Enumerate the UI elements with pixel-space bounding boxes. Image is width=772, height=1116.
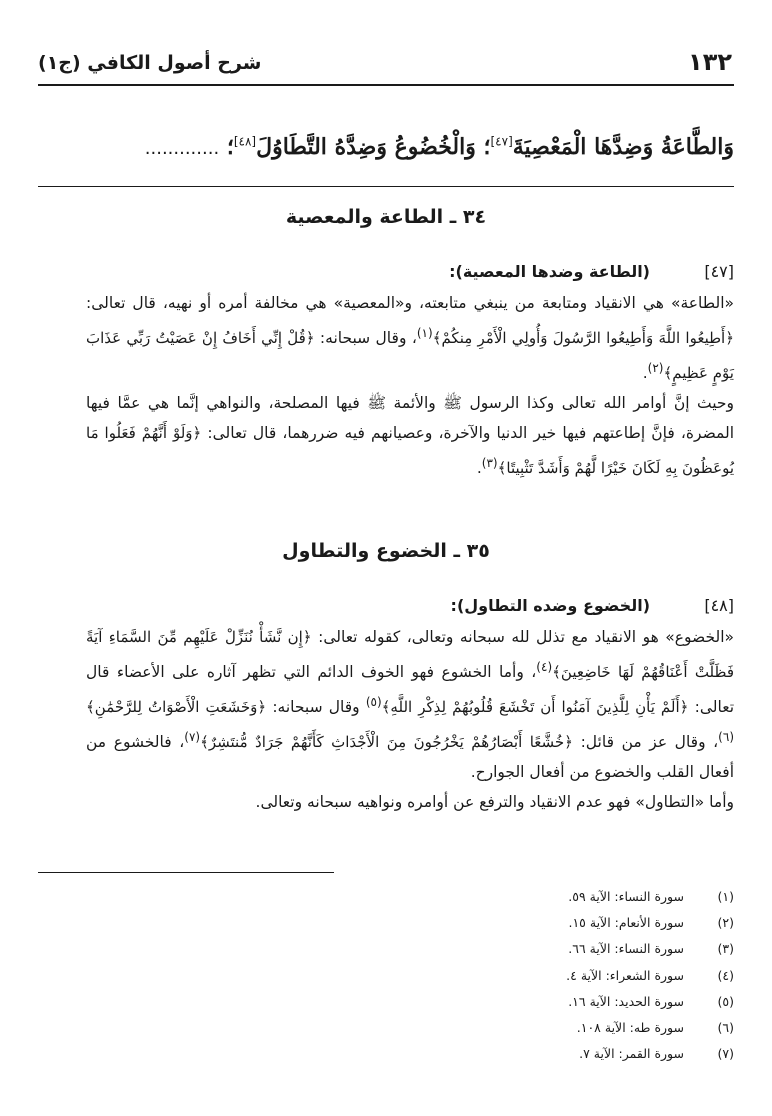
footnote-number: (٢) [717, 915, 734, 931]
footnote [38, 989, 734, 1015]
footnote-number: (٦) [717, 1019, 734, 1035]
entry-heading [38, 262, 734, 281]
page-number: ١٣٢ [688, 48, 732, 76]
footnote [38, 1041, 734, 1067]
footnote-marker: (٥) [365, 695, 382, 710]
paragraph [86, 388, 734, 483]
section-divider [38, 186, 734, 187]
footnote [38, 963, 734, 989]
text-fragment: ، وقال سبحانه: [314, 329, 417, 348]
main-text-line [38, 134, 734, 160]
text-fragment: ، وقال عز من قائل: [572, 733, 719, 752]
text-fragment: وأما «التطاول» فهو عدم الانقياد والترفع عن أوامره ونواهيه سبحانه وتعالى. [255, 793, 734, 812]
footnote [38, 936, 734, 962]
entry-title: (الطاعة وضدها المعصية): [449, 262, 650, 281]
text-fragment: . [476, 459, 482, 478]
entry-number: [٤٨] [704, 596, 734, 615]
footnote-marker: (٢) [647, 361, 664, 376]
footnote-text: سورة الشعراء: الآية ٤. [566, 967, 684, 983]
footnote-text: سورة النساء: الآية ٥٩. [568, 889, 684, 904]
footnote-text: سورة القمر: الآية ٧. [579, 1046, 684, 1062]
paragraph [86, 288, 734, 388]
paragraph [86, 787, 734, 817]
page-header [38, 48, 734, 82]
text-fragment: ، وأما الخشوع فهو الخوف الدائم التي تظهر آثاره على الأعضاء قال تعالى: [86, 663, 735, 717]
footnote-number: (٥) [717, 993, 734, 1009]
footnote-number: (٧) [717, 1046, 734, 1062]
dotted-leader: ............. [144, 138, 220, 159]
footnote-marker: (٤) [536, 660, 553, 674]
section-title: ٣٤ ـ الطاعة والمعصية [285, 206, 487, 228]
running-title: شرح أصول الكافي (ج١) [38, 52, 262, 74]
quran-verse: ﴿أَلَمْ يَأْنِ لِلَّذِينَ آمَنُوا أَن تَخْشَعَ قُلُوبُهُمْ لِذِكْرِ اللَّهِ﴾ [381, 698, 689, 717]
text-fragment: . [642, 364, 648, 383]
quran-verse: ﴿وَخَشَعَتِ الْأَصْوَاتُ لِلرَّحْمَٰنِ﴾ [86, 698, 267, 717]
text-fragment: وقال سبحانه: [266, 698, 366, 717]
quran-verse: ﴿قُلْ إِنِّي أَخَافُ إِنْ عَصَيْتُ رَبِّي عَذَابَ يَوْمٍ عَظِيمٍ﴾ [86, 329, 734, 383]
paragraph [86, 622, 734, 787]
footnote-text: سورة النساء: الآية ٦٦. [568, 941, 684, 957]
footnote-text: سورة الأنعام: الآية ١٥. [568, 915, 684, 931]
commentary-block [86, 288, 734, 483]
header-rule [38, 84, 734, 86]
footnote [38, 884, 734, 910]
entry-number: [٤٧] [704, 262, 734, 281]
quran-verse: ﴿وَلَوْ أَنَّهُمْ فَعَلُوا مَا يُوعَظُونَ بِهِ لَكَانَ خَيْرًا لَّهُمْ وَأَشَدَّ تَثْبِيتًا﴾ [86, 424, 734, 478]
entry-heading [38, 596, 734, 615]
quran-verse: ﴿إِن نَّشَأْ نُنَزِّلْ عَلَيْهِم مِّنَ السَّمَاءِ آيَةً فَظَلَّتْ أَعْنَاقُهُمْ لَهَا خَاضِعِينَ﴾ [86, 628, 734, 682]
footnote-marker: (٣) [481, 456, 498, 471]
text-fragment: ؛ [226, 134, 234, 160]
text-fragment: «الخضوع» هو الانقياد مع تذلل لله سبحانه وتعالى، كقوله تعالى: [311, 628, 734, 646]
footnote [38, 910, 734, 936]
commentary-block [86, 622, 734, 817]
text-fragment: وحيث إنَّ أوامر الله تعالى وكذا الرسول ﷺ والأئمة ﷺ فيها المصلحة، والنواهي إنَّما هي عمَّا فيها المضرة، فإنَّ إطاعتهم فيها خير الدنيا والآخرة، وعصيانهم فيه ضررهما، قال تعالى: [86, 394, 734, 443]
section-title: ٣٥ ـ الخضوع والتطاول [282, 540, 490, 562]
text-fragment: وَالطَّاعَةُ وَضِدَّهَا الْمَعْصِيَةَ [512, 134, 734, 160]
entry-title: (الخضوع وضده التطاول): [450, 596, 650, 615]
footnote-marker: (٧) [184, 730, 201, 745]
entry-reference: [٤٧] [490, 134, 513, 149]
footnotes [38, 884, 734, 1067]
quran-verse: ﴿خُشَّعًا أَبْصَارُهُمْ يَخْرُجُونَ مِنَ الْأَجْدَاثِ كَأَنَّهُمْ جَرَادٌ مُّنتَشِرٌ﴾ [200, 733, 573, 752]
footnote-separator [38, 872, 334, 873]
footnote-number: (٤) [717, 967, 734, 983]
footnote [38, 1015, 734, 1041]
footnote-marker: (٦) [718, 730, 734, 745]
footnote-number: (٣) [717, 941, 734, 957]
footnote-text: سورة طه: الآية ١٠٨. [576, 1019, 684, 1035]
text-fragment: ؛ وَالْخُضُوعُ وَضِدَّهُ التَّطَاوُلَ [256, 134, 491, 160]
footnote-marker: (١) [416, 326, 433, 340]
quran-verse: ﴿أَطِيعُوا اللَّهَ وَأَطِيعُوا الرَّسُولَ وَأُولِي الْأَمْرِ مِنكُمْ﴾ [432, 329, 734, 348]
text-fragment: «الطاعة» هي الانقياد ومتابعة من ينبغي متابعته، و«المعصية» هي مخالفة أمره أو نهيه، قال تعالى: [86, 294, 734, 312]
text-fragment: ، فالخشوع من أفعال القلب والخضوع من أفعال الجوارح. [86, 733, 734, 782]
entry-reference: [٤٨] [233, 134, 257, 149]
footnote-text: سورة الحديد: الآية ١٦. [568, 993, 684, 1009]
footnote-number: (١) [717, 889, 734, 904]
